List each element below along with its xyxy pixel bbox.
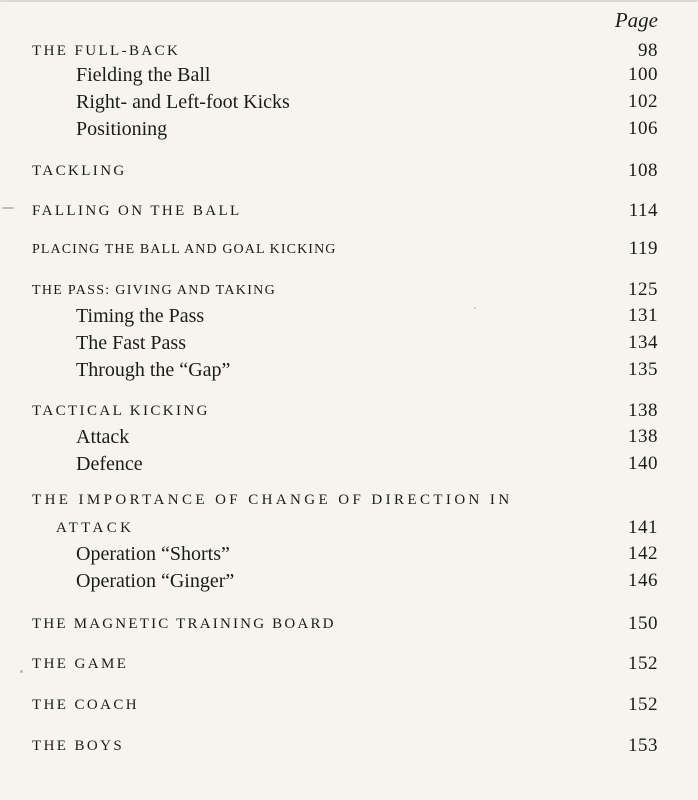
toc-chapter-title: THE FULL-BACK [32,43,181,59]
toc-page-number: 138 [628,426,658,447]
toc-page-number: 125 [628,279,658,300]
toc-section-title: Attack [76,426,130,448]
toc-page-number: 102 [628,91,658,112]
toc-page-number: 140 [628,453,658,474]
scan-mark [2,207,14,209]
toc-chapter-title: THE BOYS [32,738,125,754]
toc-page-number: 153 [628,735,658,756]
toc-chapter-title-continued: ATTACK [56,520,135,536]
toc-page-number: 152 [628,653,658,674]
toc-chapter-title: THE GAME [32,656,129,672]
toc-section-title: Right- and Left-foot Kicks [76,91,290,113]
toc-chapter-title: THE PASS: GIVING AND TAKING [32,283,276,298]
toc-chapter-title: TACTICAL KICKING [32,403,210,419]
toc-page-number: 119 [628,238,658,259]
toc-chapter-title: PLACING THE BALL AND GOAL KICKING [32,242,337,257]
page-column-header: Page [614,8,658,32]
toc-section-title: Operation “Shorts” [76,543,230,565]
toc-page-number: 100 [628,64,658,85]
toc-page-number: 108 [628,160,658,181]
scan-edge [0,0,698,2]
scan-mark [474,307,476,309]
toc-section-title: Operation “Ginger” [76,570,235,592]
toc-page-number: 146 [628,570,658,591]
toc-section-title: Positioning [76,118,168,140]
toc-section-title: Fielding the Ball [76,64,211,86]
toc-page-number: 152 [628,694,658,715]
toc-page-number: 114 [628,200,658,221]
toc-chapter-title: THE IMPORTANCE OF CHANGE OF DIRECTION IN [32,492,513,508]
toc-chapter-title: FALLING ON THE BALL [32,203,242,219]
toc-page-number: 135 [628,359,658,380]
toc-page-number: 142 [628,543,658,564]
toc-section-title: The Fast Pass [76,332,186,354]
toc-page-number: 131 [628,305,658,326]
toc-section-title: Through the “Gap” [76,359,231,381]
toc-chapter-title: THE COACH [32,697,140,713]
toc-page-number: 98 [638,40,658,61]
toc-section-title: Defence [76,453,143,475]
toc-page-number: 138 [628,400,658,421]
toc-page-number: 150 [628,613,658,634]
toc-section-title: Timing the Pass [76,305,205,327]
scan-mark [20,670,23,673]
toc-page-number: 106 [628,118,658,139]
toc-page-number: 134 [628,332,658,353]
toc-chapter-title: TACKLING [32,163,127,179]
toc-chapter-title: THE MAGNETIC TRAINING BOARD [32,616,336,632]
toc-page-number: 141 [628,517,658,538]
